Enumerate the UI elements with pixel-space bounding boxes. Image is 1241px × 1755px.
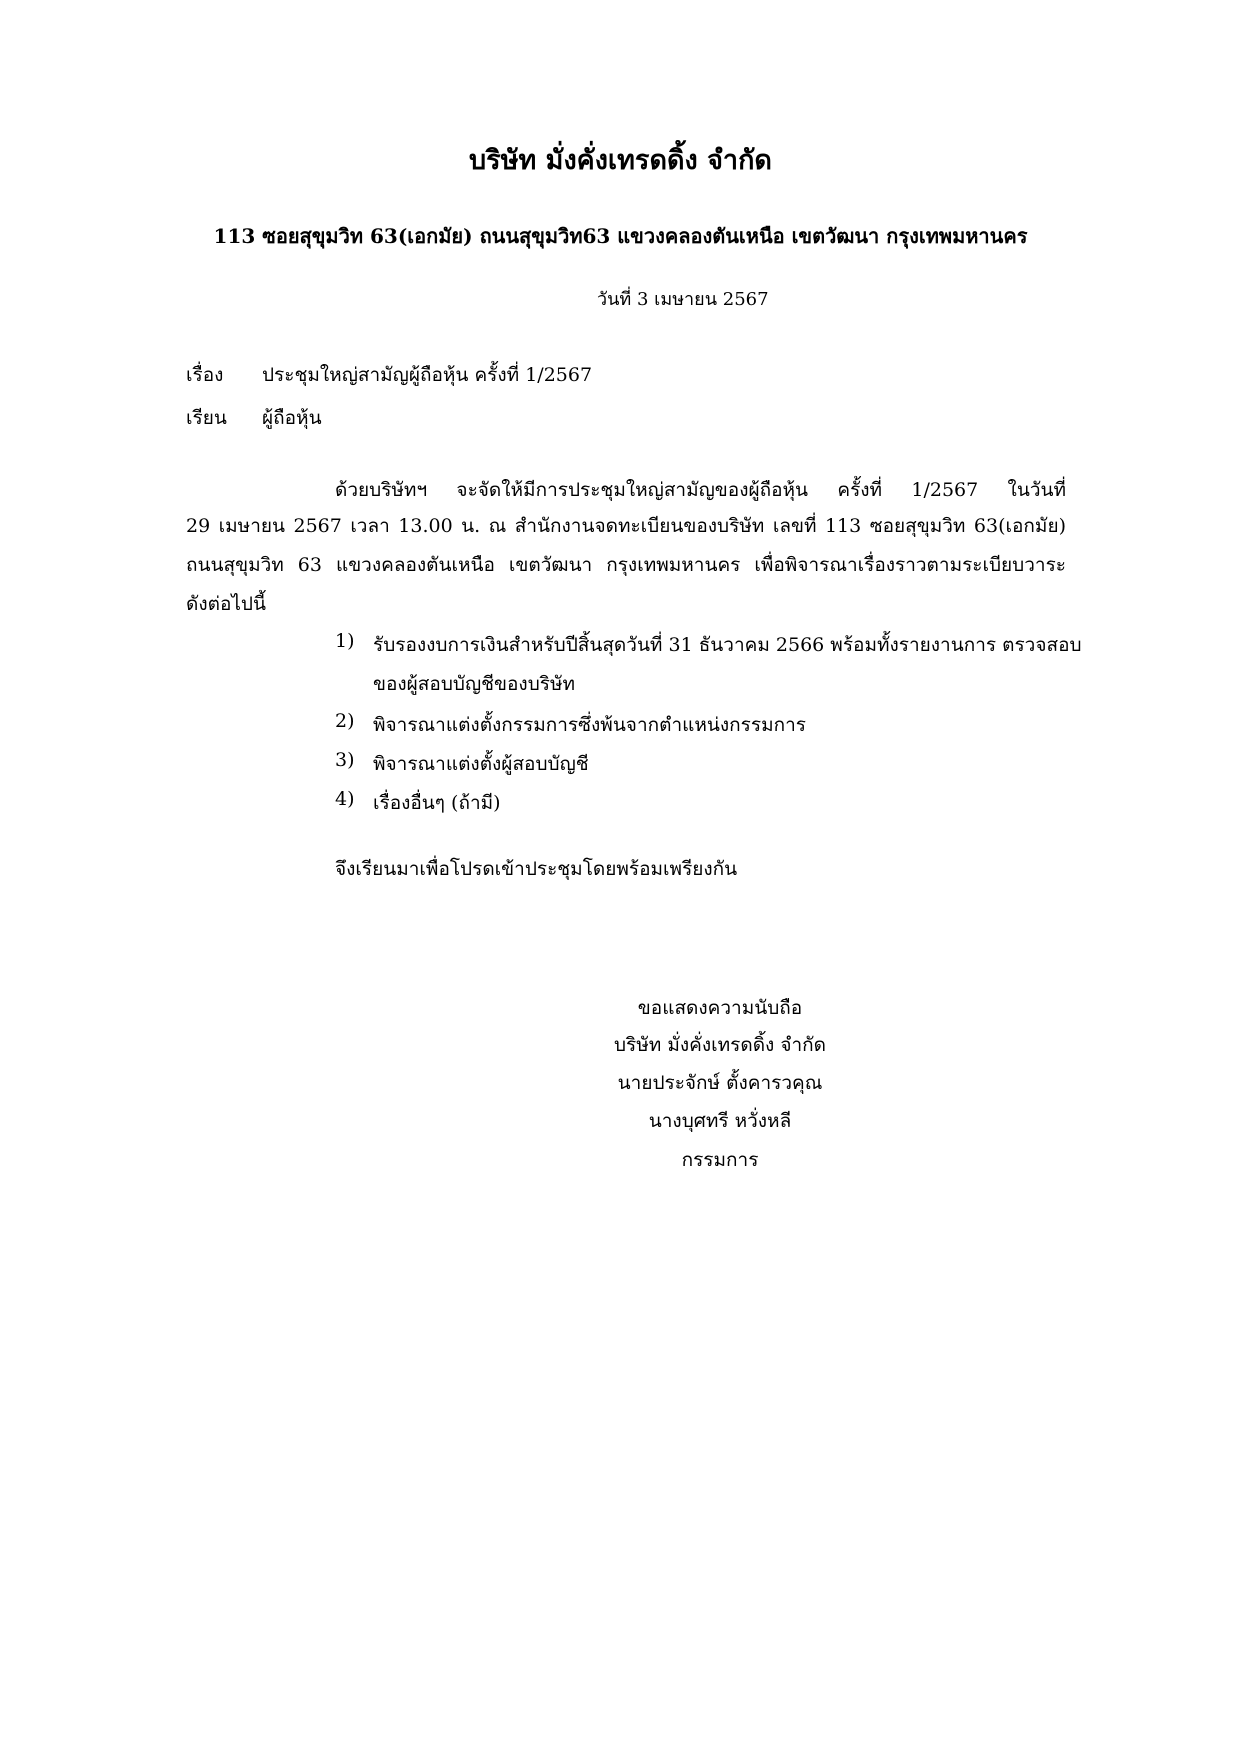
to-value: ผู้ถือหุ้น bbox=[262, 407, 322, 429]
agenda-item-3-number: 3) bbox=[335, 749, 355, 771]
signature-signer-1: นายประจักษ์ ตั้งคารวคุณ bbox=[617, 1072, 823, 1094]
agenda-item-2-text: พิจารณาแต่งตั้งกรรมการซึ่งพ้นจากตำแหน่งกรรมการ bbox=[373, 714, 806, 736]
paragraph-line-1: ด้วยบริษัทฯ จะจัดให้มีการประชุมใหญ่สามัญของผู้ถือหุ้น ครั้งที่ 1/2567 ในวันที่ bbox=[335, 479, 1066, 501]
to-label: เรียน bbox=[186, 407, 227, 429]
closing-sentence: จึงเรียนมาเพื่อโปรดเข้าประชุมโดยพร้อมเพรียงกัน bbox=[335, 858, 738, 880]
subject-value: ประชุมใหญ่สามัญผู้ถือหุ้น ครั้งที่ 1/2567 bbox=[262, 364, 593, 386]
paragraph-line-4: ดังต่อไปนี้ bbox=[186, 593, 266, 615]
paragraph-line-2: 29 เมษายน 2567 เวลา 13.00 น. ณ สำนักงานจดทะเบียนของบริษัท เลขที่ 113 ซอยสุขุมวิท 63(เอกมัย) bbox=[186, 515, 1066, 537]
agenda-item-4-number: 4) bbox=[335, 788, 355, 810]
agenda-item-1-text-continued: ของผู้สอบบัญชีของบริษัท bbox=[373, 673, 576, 695]
agenda-item-1-number: 1) bbox=[335, 630, 355, 652]
letter-date: วันที่ 3 เมษายน 2567 bbox=[597, 289, 769, 310]
agenda-item-3-text: พิจารณาแต่งตั้งผู้สอบบัญชี bbox=[373, 753, 589, 775]
company-address: 113 ซอยสุขุมวิท 63(เอกมัย) ถนนสุขุมวิท63 แขวงคลองตันเหนือ เขตวัฒนา กรุงเทพมหานคร bbox=[213, 224, 1028, 248]
paragraph-line-3: ถนนสุขุมวิท 63 แขวงคลองตันเหนือ เขตวัฒนา กรุงเทพมหานคร เพื่อพิจารณาเรื่องราวตามระเบียบวาระ bbox=[186, 554, 1066, 576]
signature-signer-2: นางบุศทรี หวั่งหลี bbox=[648, 1110, 792, 1132]
signature-regards: ขอแสดงความนับถือ bbox=[637, 997, 803, 1019]
agenda-item-4-text: เรื่องอื่นๆ (ถ้ามี) bbox=[373, 792, 501, 814]
company-name-title: บริษัท มั่งคั่งเทรดดิ้ง จำกัด bbox=[469, 145, 772, 176]
agenda-item-1-text: รับรองงบการเงินสำหรับปีสิ้นสุดวันที่ 31 ธันวาคม 2566 พร้อมทั้งรายงานการ ตรวจสอบ bbox=[373, 634, 1082, 656]
agenda-item-2-number: 2) bbox=[335, 710, 355, 732]
signature-position: กรรมการ bbox=[681, 1149, 759, 1171]
signature-company: บริษัท มั่งคั่งเทรดดิ้ง จำกัด bbox=[613, 1034, 826, 1056]
subject-label: เรื่อง bbox=[186, 364, 224, 386]
